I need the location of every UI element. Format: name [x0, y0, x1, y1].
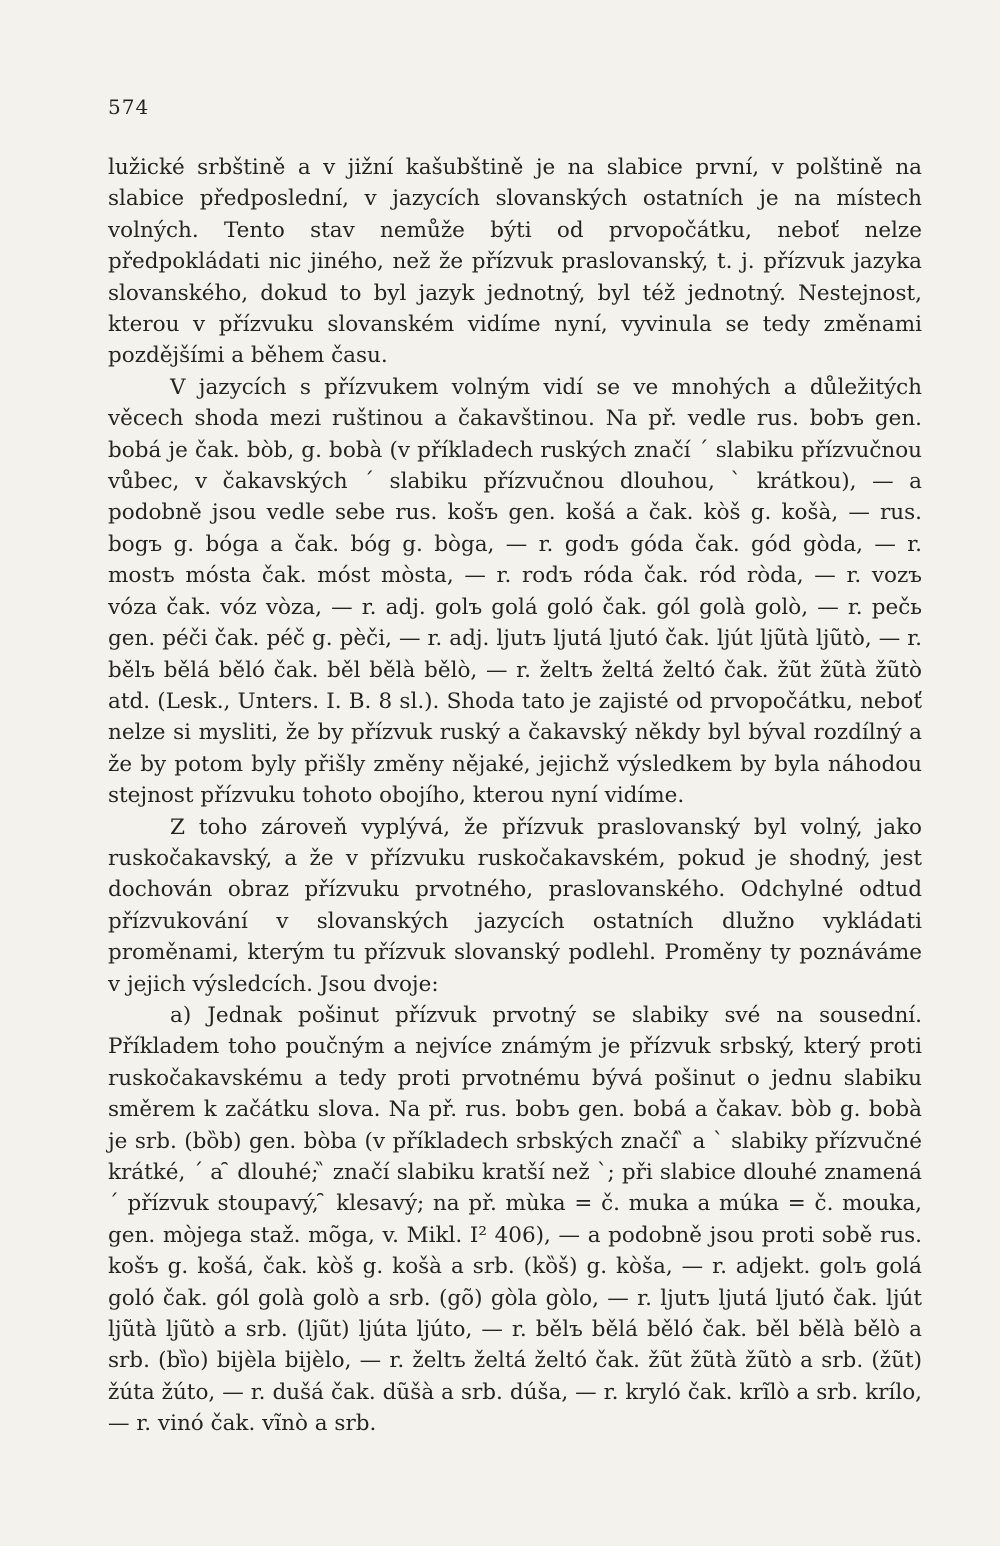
paragraph: lužické srbštině a v jižní kašubštině je na slabice první, v polštině na slabice předposlední, v jazycích slovanských ostatních je na místech volných. Tento stav nemůže býti od prvopočátku, neboť nelze předpokládati nic jiného, než že přízvuk praslovanský, t. j. přízvuk jazyka slovanského, dokud to byl jazyk jednotný, byl též jednotný. Nestejnost, kterou v přízvuku slovanském vidíme nyní, vyvinula se tedy změnami pozdějšími a během času. — [108, 155, 922, 369]
paragraph: Z toho zároveň vyplývá, že přízvuk praslovanský byl volný, jako ruskočakavský, a že v přízvuku ruskočakavském, pokud je shodný, jest dochován obraz přízvuku prvotného, praslovanského. Odchylné odtud přízvukování v slovanských jazycích ostatních dlužno vykládati proměnami, kterým tu přízvuk slovanský podlehl. Proměny ty poznáváme v jejich výsledcích. Jsou dvoje: — [108, 814, 922, 997]
body-text — [108, 152, 922, 1440]
paragraph: V jazycích s přízvukem volným vidí se ve mnohých a důležitých věcech shoda mezi ruštinou a čakavštinou. Na př. vedle rus. bobъ gen. bobá je čak. bòb, g. bobà (v příkladech ruských značí ´ slabiku přízvučnou vůbec, v čakavských ´ slabiku přízvučnou dlouhou, ` krátkou), — a podobně jsou vedle sebe rus. košъ gen. košá a čak. kòš g. košà, — rus. bogъ g. bóga a čak. bóg g. bòga, — r. godъ góda čak. gód gòda, — r. mostъ mósta čak. móst mòsta, — r. rodъ róda čak. ród ròda, — r. vozъ vóza čak. vóz vòza, — r. adj. golъ golá goló čak. gól golà golò, — r. pečь gen. péči čak. péč g. pèči, — r. adj. ljutъ ljutá ljutó čak. ljút ljũtà ljũtò, — r. bělъ bělá běló čak. běl bělà bělò, — r. želtъ želtá želtó čak. žũt žũtà žũtò atd. (Lesk., Unters. I. B. 8 sl.). Shoda tato je zajisté od prvopočátku, neboť nelze si mysliti, že by přízvuk ruský a čakavský někdy byl býval rozdílný a že by potom byly přišly změny nějaké, jejichž výsledkem by byla náhodou stejnost přízvuku tohoto obojího, kterou nyní vidíme. — [108, 374, 922, 809]
paragraph: a) Jednak pošinut přízvuk prvotný se slabiky své na sousední. Příkladem toho poučným a nejvíce známým je přízvuk srbský, který proti ruskočakavskému a tedy proti prvotnému bývá pošinut o jednu slabiku směrem k začátku slova. Na př. rus. bobъ gen. bobá a čakav. bòb g. bobà je srb. (bȍb) gen. bòba (v příkladech srbských značí ̏ a ` slabiky přízvučné krátké, ´ a ̑ dlouhé; ̏ značí slabiku kratší než `; při slabice dlouhé znamená ´ přízvuk stoupavý, ̑ klesavý; na př. mùka = č. muka a múka = č. mouka, gen. mòjega stаž. mõga, v. Mikl. I² 406), — a podobně jsou proti sobě rus. košъ g. košá, čak. kòš g. košà a srb. (kȍš) g. kòša, — r. adjekt. golъ golá goló čak. gól golà golò a srb. (gõ) gòla gòlo, — r. ljutъ ljutá ljutó čak. ljút ljũtà ljũtò a srb. (ljũt) ljúta ljúto, — r. bělъ bělá běló čak. běl bělà bělò a srb. (bȉo) bijèla bijèlo, — r. želtъ želtá želtó čak. žũt žũtà žũtò a srb. (žũt) žúta žúto, — r. dušá čak. dũšà a srb. dúša, — r. kryló čak. krĩlò a srb. krílo, — r. vinó čak. vĩnò a srb. — [108, 1002, 922, 1437]
page-number: 574 — [108, 95, 150, 119]
